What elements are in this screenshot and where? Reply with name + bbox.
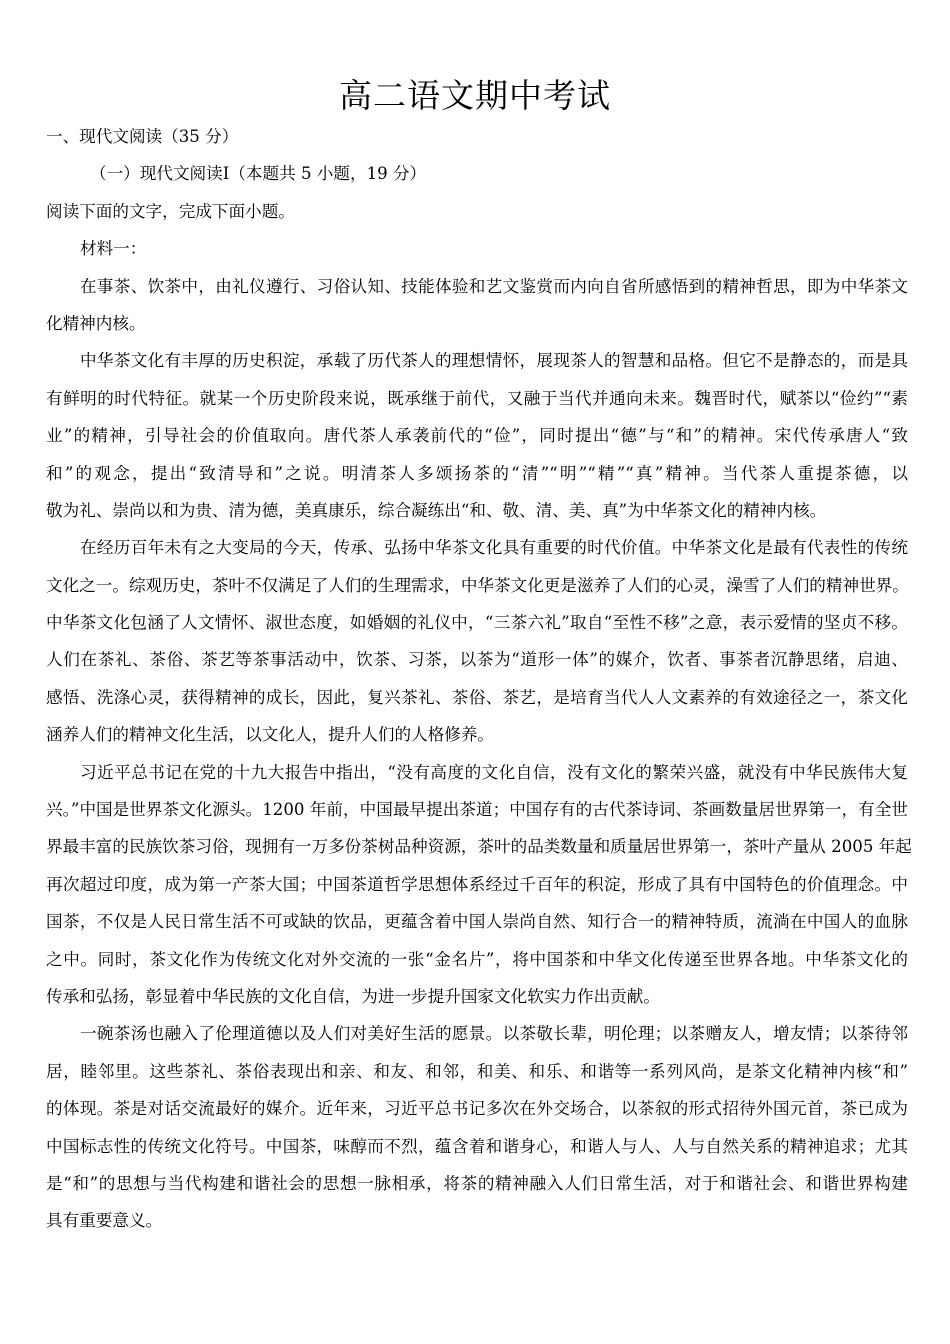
subsection-heading: （一）现代文阅读Ⅰ（本题共 5 小题，19 分）	[90, 164, 427, 184]
paragraph-line: 有鲜明的时代特征。就某一个历史阶段来说，既承继于前代，又融于当代并通向未来。魏晋时代，赋茶以“俭约”“素	[46, 388, 908, 408]
section-heading: 一、现代文阅读（35 分）	[46, 127, 239, 146]
paragraph	[46, 754, 912, 1016]
paragraph-line: 中国标志性的传统文化符号。中国茶，味醇而不烈，蕴含着和谐身心，和谐人与人、人与自然关系的精神追求；尤其	[46, 1136, 908, 1156]
paragraph-line: 涵养人们的精神文化生活，以文化人，提升人们的人格修养。	[46, 725, 495, 745]
paragraph-line: 传承和弘扬，彰显着中华民族的文化自信，为进一步提升国家文化软实力作出贡献。	[46, 986, 660, 1006]
paragraph-line: 的体现。茶是对话交流最好的媒介。近年来，习近平总书记多次在外交场合，以茶叙的形式招待外国元首，茶已成为	[46, 1099, 908, 1119]
instruction-text: 阅读下面的文字，完成下面小题。	[46, 201, 295, 221]
paragraph-line: 具有重要意义。	[46, 1211, 163, 1231]
paragraph-line: 业”的精神，引导社会的价值取向。唐代茶人承袭前代的“俭”，同时提出“德”与“和”的精神。宋代传承唐人“致	[46, 426, 908, 446]
paragraph-line: 化精神内核。	[46, 313, 146, 333]
paragraph-line: 国茶，不仅是人民日常生活不可或缺的饮品，更蕴含着中国人崇尚自然、知行合一的精神特质，流淌在中国人的血脉	[46, 912, 908, 932]
paragraph-line: 人们在茶礼、茶俗、茶艺等茶事活动中，饮茶、习茶，以茶为“道形一体”的媒介，饮者、事茶者沉静思绪，启迪、	[46, 650, 908, 670]
paragraph-line: 兴。”中国是世界茶文化源头。1200 年前，中国最早提出茶道；中国存有的古代茶诗词、茶画数量居世界第一，有全世	[46, 800, 908, 820]
paragraph-line: 和”的观念，提出“致清导和”之说。明清茶人多颂扬茶的“清”“明”“精”“真”精神。当代茶人重提茶德，以	[46, 463, 908, 483]
paragraph-line: 一碗茶汤也融入了伦理道德以及人们对美好生活的愿景。以茶敬长辈，明伦理；以茶赠友人，增友情；以茶待邻	[80, 1024, 908, 1044]
material-passage	[46, 268, 912, 1240]
paragraph-line: 之中。同时，茶文化作为传统文化对外交流的一张“金名片”，将中国茶和中华文化传递至世界各地。中华茶文化的	[46, 949, 908, 969]
paragraph	[46, 268, 908, 343]
paragraph-line: 居，睦邻里。这些茶礼、茶俗表现出和亲、和友、和邻，和美、和乐、和谐等一系列风尚，是茶文化精神内核“和”	[46, 1061, 908, 1081]
page-title: 高二语文期中考试	[339, 76, 611, 115]
paragraph-line: 中华茶文化有丰厚的历史积淀，承载了历代茶人的理想情怀，展现茶人的智慧和品格。但它不是静态的，而是具	[80, 351, 908, 371]
paragraph-line: 再次超过印度，成为第一产茶大国；中国茶道哲学思想体系经过千百年的积淀，形成了具有中国特色的价值理念。中	[46, 874, 908, 894]
paragraph-line: 感悟、洗涤心灵，获得精神的成长，因此，复兴茶礼、茶俗、茶艺，是培育当代人人文素养的有效途径之一，茶文化	[46, 687, 908, 707]
paragraph-line: 是“和”的思想与当代构建和谐社会的思想一脉相承，将茶的精神融入人们日常生活，对于和谐社会、和谐世界构建	[46, 1173, 908, 1193]
paragraph-line: 习近平总书记在党的十九大报告中指出，“没有高度的文化自信，没有文化的繁荣兴盛，就没有中华民族伟大复	[80, 762, 908, 782]
paragraph-line: 在事茶、饮茶中，由礼仪遵行、习俗认知、技能体验和艺文鉴赏而内向自省所感悟到的精神哲思，即为中华茶文	[80, 276, 908, 296]
paragraph-line: 在经历百年未有之大变局的今天，传承、弘扬中华茶文化具有重要的时代价值。中华茶文化是最有代表性的传统	[80, 538, 908, 558]
paragraph	[46, 342, 908, 529]
material-label: 材料一：	[80, 239, 147, 259]
document-body	[46, 118, 912, 1240]
paragraph-line: 界最丰富的民族饮茶习俗，现拥有一万多份茶树品种资源，茶叶的品类数量和质量居世界第一，茶叶产量从 2005 年起	[46, 837, 912, 857]
paragraph-line: 中华茶文化包涵了人文情怀、淑世态度，如婚姻的礼仪中，“三茶六礼”取自“至性不移”之意，表示爱情的坚贞不移。	[46, 613, 908, 633]
paragraph	[46, 1015, 908, 1239]
paragraph-line: 文化之一。综观历史，茶叶不仅满足了人们的生理需求，中华茶文化更是滋养了人们的心灵，澡雪了人们的精神世界。	[46, 575, 909, 595]
paragraph-line: 敬为礼、崇尚以和为贵、清为德，美真康乐，综合凝练出“和、敬、清、美、真”为中华茶文化的精神内核。	[46, 500, 827, 520]
paragraph	[46, 529, 908, 753]
